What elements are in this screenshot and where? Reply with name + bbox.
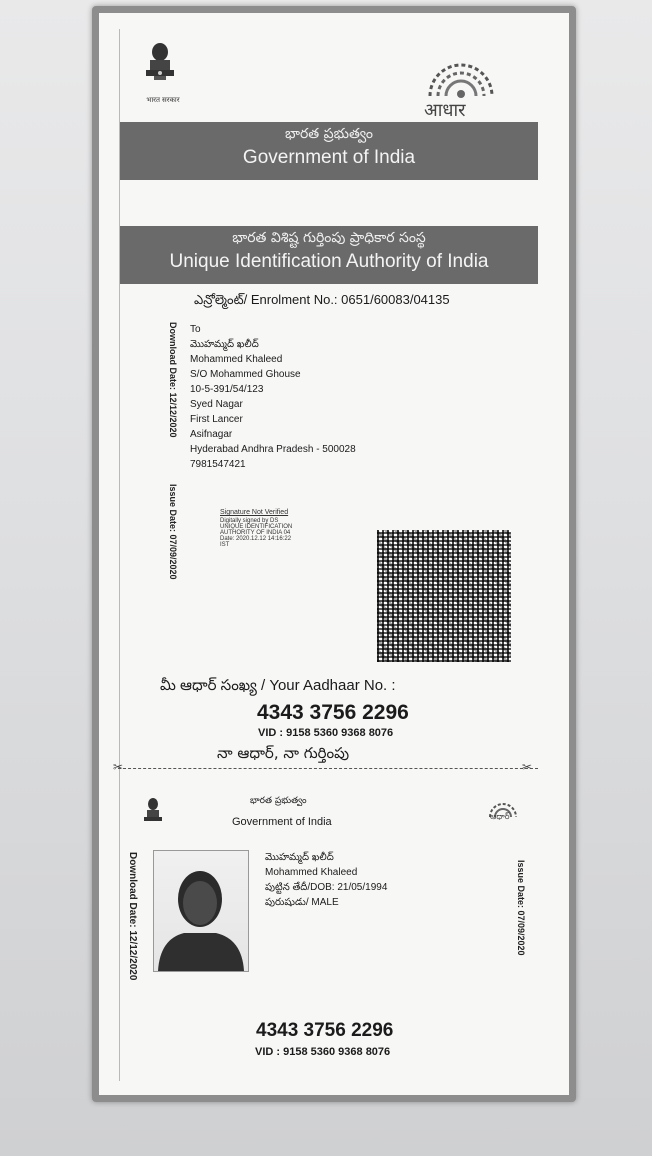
vid-number: VID : 9158 5360 9368 8076 (258, 727, 394, 739)
address-line: S/O Mohammed Ghouse (190, 369, 301, 380)
gov-english: Government of India (242, 147, 416, 168)
issue-date: Issue Date: 07/09/2020 (168, 484, 178, 580)
scissors-icon: ✂ (522, 760, 533, 774)
card-gov-english: Government of India (232, 816, 332, 828)
address-line: To (190, 324, 201, 335)
cut-line (118, 768, 538, 769)
signature-line: AUTHORITY OF INDIA 04 (220, 530, 291, 536)
person-photo-icon (154, 851, 248, 971)
enrolment-number: ఎన్రోల్మెంట్/ Enrolment No.: 0651/60083/04135 (194, 292, 450, 307)
address-block (190, 322, 356, 472)
uidai-telugu: భారత విశిష్ట గుర్తింపు ప్రాధికార సంస్థ (232, 230, 426, 246)
signature-heading: Signature Not Verified (220, 509, 289, 516)
address-line: Asifnagar (190, 429, 233, 440)
signature-line: IST (220, 542, 230, 548)
emblem-caption: भारत सरकार (146, 97, 180, 104)
national-emblem-small-icon (140, 796, 166, 832)
holder-gender: పురుషుడు/ MALE (265, 897, 339, 908)
scissors-icon: ✂ (113, 760, 124, 774)
government-band (120, 122, 538, 180)
uidai-english: Unique Identification Authority of India (169, 251, 489, 272)
address-line: Mohammed Khaleed (190, 354, 283, 365)
holder-name-english: Mohammed Khaleed (265, 867, 358, 878)
signature-line: Date: 2020.12.12 14:16:22 (220, 536, 292, 542)
card-aadhaar-number: 4343 3756 2296 (256, 1020, 394, 1041)
holder-dob: పుట్టిన తేదీ/DOB: 21/05/1994 (265, 882, 388, 893)
card-aadhaar-logo-text: ఆధార్ (490, 812, 510, 821)
digital-signature (220, 510, 292, 548)
qr-code (377, 530, 511, 662)
address-line: మొహమ్మద్ ఖలీద్ (190, 339, 259, 350)
address-line: Hyderabad Andhra Pradesh - 500028 (190, 444, 356, 455)
holder-details (265, 850, 387, 910)
address-line: 10-5-391/54/123 (190, 384, 264, 395)
gov-telugu: భారత ప్రభుత్వం (285, 126, 373, 142)
card-issue-date: Issue Date: 07/09/2020 (516, 860, 526, 956)
card-download-date: Download Date: 12/12/2020 (127, 852, 138, 981)
your-aadhaar-label: మీ ఆధార్ సంఖ్య / Your Aadhaar No. : (160, 677, 396, 694)
uidai-band (120, 226, 538, 284)
aadhaar-motto: నా ఆధార్, నా గుర్తింపు (217, 744, 350, 762)
address-line: 7981547421 (190, 459, 246, 470)
card-vid-number: VID : 9158 5360 9368 8076 (255, 1046, 391, 1058)
address-line: First Lancer (190, 414, 243, 425)
aadhaar-number: 4343 3756 2296 (257, 701, 409, 724)
download-date: Download Date: 12/12/2020 (168, 322, 178, 438)
aadhaar-logo-text: आधार (424, 100, 466, 121)
signature-line: Digitally signed by DS (220, 518, 279, 524)
card-gov-telugu: భారత ప్రభుత్వం (250, 796, 307, 806)
holder-photo (153, 850, 249, 972)
address-line: Syed Nagar (190, 399, 243, 410)
holder-name-telugu: మొహమ్మద్ ఖలీద్ (265, 852, 334, 863)
signature-line: UNIQUE IDENTIFICATION (220, 524, 293, 530)
